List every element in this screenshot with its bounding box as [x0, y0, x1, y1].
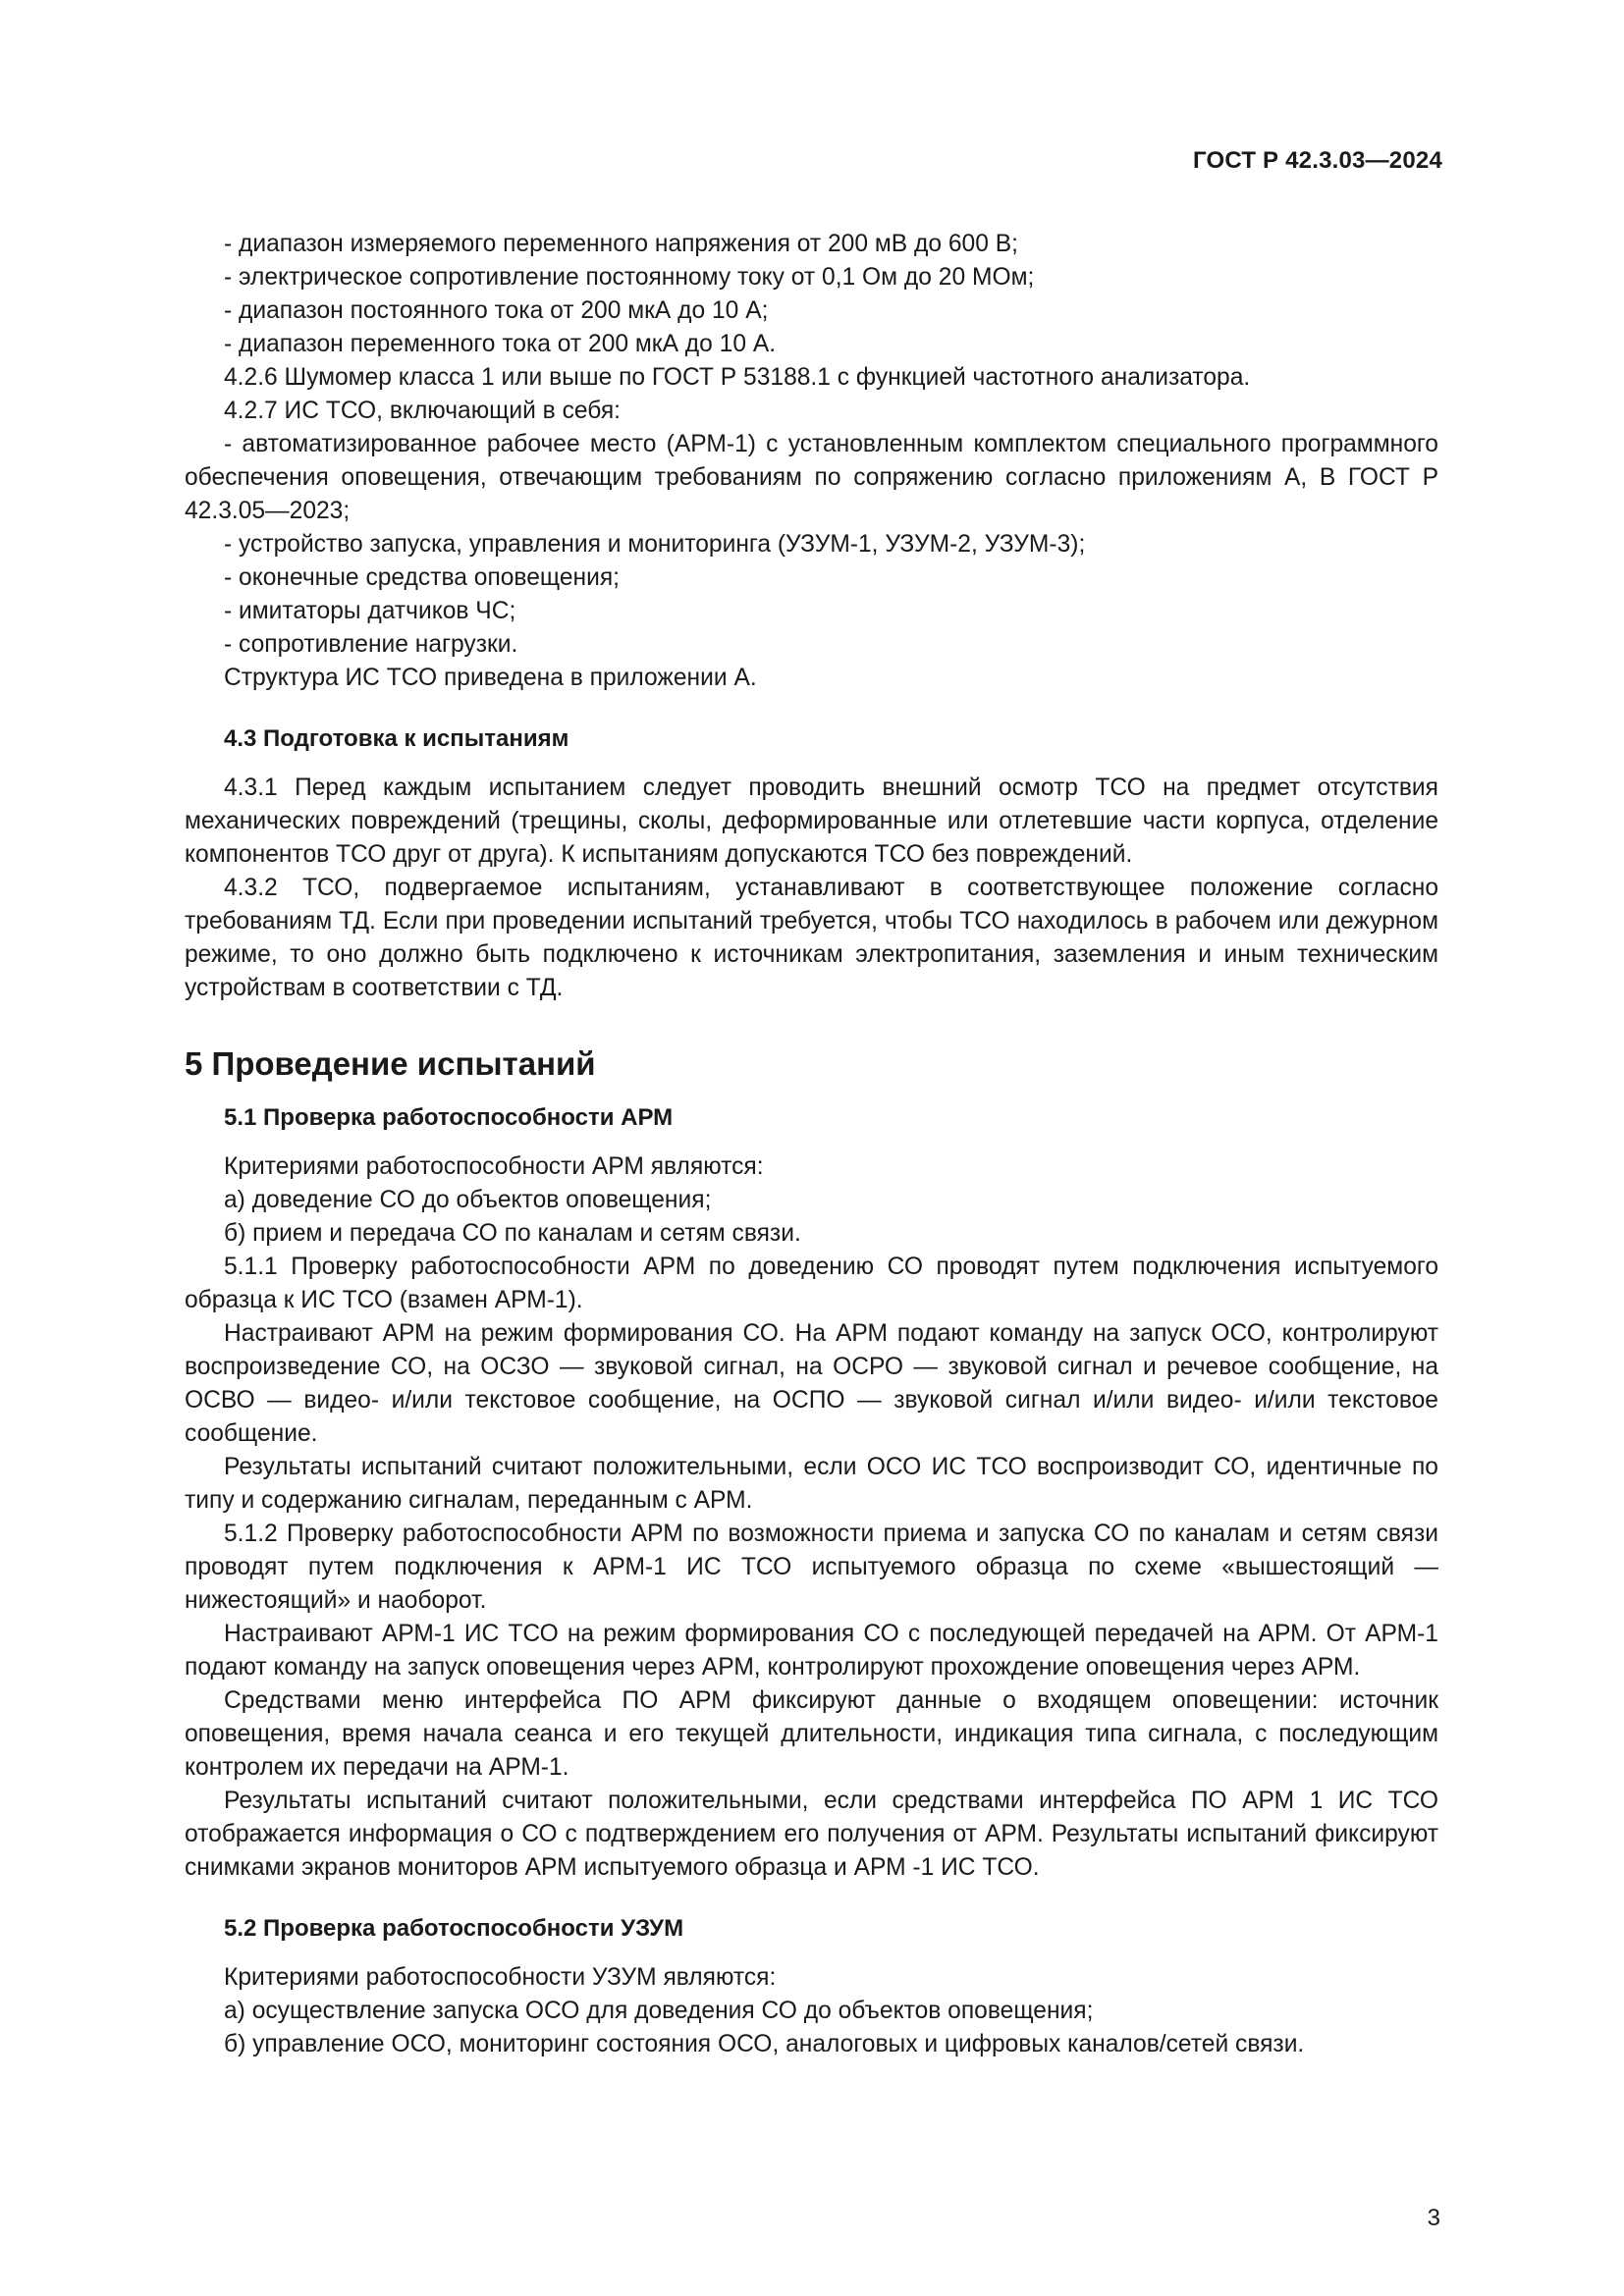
list-item: - сопротивление нагрузки.	[224, 631, 518, 658]
paragraph: Структура ИС ТСО приведена в приложении А.	[224, 665, 757, 691]
list-item: - электрическое сопротивление постоянному току от 0,1 Ом до 20 МОм;	[224, 264, 1035, 291]
paragraph: Настраивают АРМ на режим формирования СО. На АРМ подают команду на запуск ОСО, контролируют воспроизведение СО, на ОСЗО — звуковой сигнал, на ОСРО — звуковой сигнал и речевое сообщение, на ОСВО — видео- и/или текстовое сообщение, на ОСПО — звуковой сигнал и/или видео- и/или текстовое сообщение.	[185, 1320, 1438, 1447]
section-heading-5-2: 5.2 Проверка работоспособности УЗУМ	[224, 1915, 684, 1942]
clause-5-1-1: 5.1.1 Проверку работоспособности АРМ по доведению СО проводят путем подключения испытуемого образца к ИС ТСО (взамен АРМ-1).	[185, 1254, 1438, 1313]
paragraph: Настраивают АРМ-1 ИС ТСО на режим формирования СО с последующей передачей на АРМ. От АРМ-1 подают команду на запуск оповещения через АРМ, контролируют прохождение оповещения через АРМ.	[185, 1621, 1438, 1681]
section-heading-5: 5 Проведение испытаний	[185, 1045, 596, 1082]
paragraph: Результаты испытаний считают положительными, если средствами интерфейса ПО АРМ 1 ИС ТСО отображается информация о СО с подтверждением его получения от АРМ. Результаты испытаний фиксируют снимками экранов мониторов АРМ испытуемого образца и АРМ -1 ИС ТСО.	[185, 1788, 1438, 1881]
section-heading-4-3: 4.3 Подготовка к испытаниям	[224, 725, 569, 752]
clause-5-1-2: 5.1.2 Проверку работоспособности АРМ по возможности приема и запуска СО по каналам и сетям связи проводят путем подключения к АРМ-1 ИС ТСО испытуемого образца по схеме «вышестоящий — нижестоящий» и наоборот.	[185, 1521, 1438, 1614]
list-item: - оконечные средства оповещения;	[224, 564, 621, 591]
list-item: - диапазон переменного тока от 200 мкА до 10 А.	[224, 331, 777, 357]
paragraph: Критериями работоспособности АРМ являются:	[224, 1153, 764, 1180]
section-heading-5-1: 5.1 Проверка работоспособности АРМ	[224, 1104, 674, 1131]
clause-4-2-6: 4.2.6 Шумомер класса 1 или выше по ГОСТ Р 53188.1 с функцией частотного анализатора.	[224, 364, 1251, 391]
paragraph: Критериями работоспособности УЗУМ являются:	[224, 1964, 777, 1991]
clause-4-3-2: 4.3.2 ТСО, подвергаемое испытаниям, устанавливают в соответствующее положение согласно требованиям ТД. Если при проведении испытаний требуется, чтобы ТСО находилось в рабочем или дежурном режиме, то оно должно быть подключено к источникам электропитания, заземления и иным техническим устройствам в соответствии с ТД.	[185, 875, 1438, 1001]
list-item: - диапазон постоянного тока от 200 мкА до 10 А;	[224, 297, 769, 324]
list-item: б) управление ОСО, мониторинг состояния ОСО, аналоговых и цифровых каналов/сетей связи.	[224, 2031, 1305, 2057]
list-item: - имитаторы датчиков ЧС;	[224, 598, 516, 624]
list-item: - устройство запуска, управления и мониторинга (УЗУМ-1, УЗУМ-2, УЗУМ-3);	[224, 531, 1086, 558]
page-number: 3	[1427, 2205, 1440, 2231]
document-header: ГОСТ Р 42.3.03—2024	[1193, 147, 1442, 174]
list-item: а) доведение СО до объектов оповещения;	[224, 1187, 712, 1213]
list-item: а) осуществление запуска ОСО для доведения СО до объектов оповещения;	[224, 1998, 1094, 2024]
clause-4-2-7: 4.2.7 ИС ТСО, включающий в себя:	[224, 398, 621, 424]
list-item: б) прием и передача СО по каналам и сетям связи.	[224, 1220, 801, 1247]
list-item: - автоматизированное рабочее место (АРМ-1) с установленным комплектом специального программного обеспечения оповещения, отвечающим требованиям по сопряжению согласно приложениям А, В ГОСТ Р 42.3.05—2023;	[185, 431, 1438, 524]
paragraph: Средствами меню интерфейса ПО АРМ фиксируют данные о входящем оповещении: источник оповещения, время начала сеанса и его текущей длительности, индикация типа сигнала, с последующим контролем их передачи на АРМ-1.	[185, 1687, 1438, 1781]
paragraph: Результаты испытаний считают положительными, если ОСО ИС ТСО воспроизводит СО, идентичные по типу и содержанию сигналам, переданным с АРМ.	[185, 1454, 1438, 1514]
document-text	[185, 228, 1438, 2061]
clause-4-3-1: 4.3.1 Перед каждым испытанием следует проводить внешний осмотр ТСО на предмет отсутствия механических повреждений (трещины, сколы, деформированные или отлетевшие части корпуса, отделение компонентов ТСО друг от друга). К испытаниям допускаются ТСО без повреждений.	[185, 774, 1438, 868]
list-item: - диапазон измеряемого переменного напряжения от 200 мВ до 600 В;	[224, 231, 1018, 257]
